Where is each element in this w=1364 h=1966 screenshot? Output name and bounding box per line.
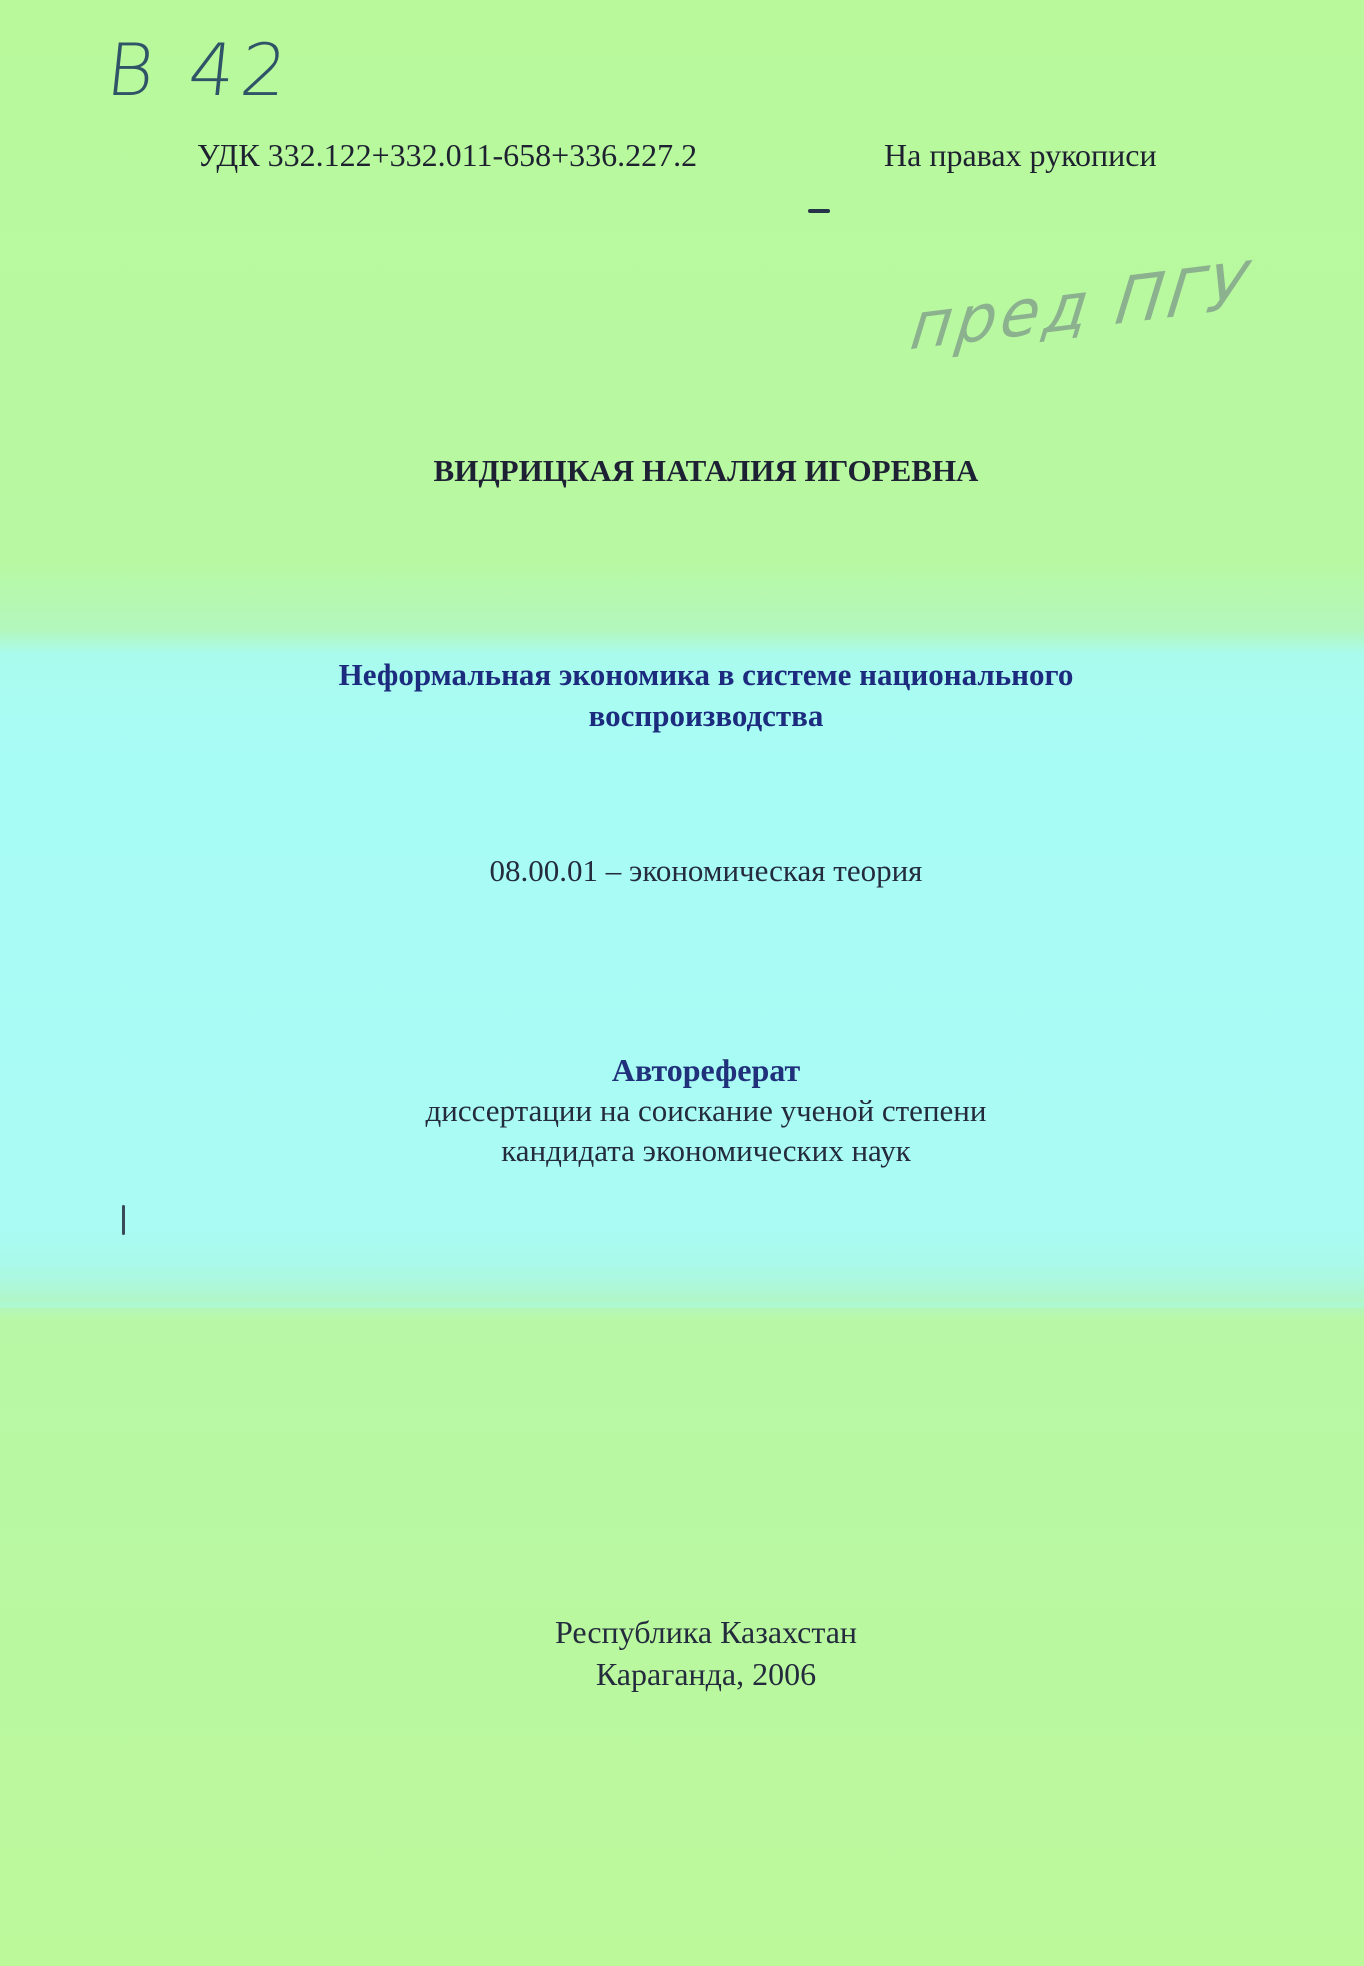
rights-notice: На правах рукописи <box>884 137 1157 173</box>
country-line: Республика Казахстан <box>554 1614 858 1650</box>
scan-band <box>0 1268 1364 1274</box>
abstract-description-line: диссертации на соискание ученой степени <box>425 1093 987 1128</box>
title-line: Неформальная экономика в системе национального <box>338 657 1074 692</box>
margin-mark <box>122 1205 125 1235</box>
library-note: пред ПГУ <box>906 248 1255 366</box>
author-name: ВИДРИЦКАЯ НАТАЛИЯ ИГОРЕВНА <box>433 453 979 488</box>
dissertation-title <box>0 654 1364 736</box>
handwritten-code: B 42 <box>102 28 298 112</box>
city-year-line: Караганда, 2006 <box>595 1656 817 1692</box>
udk-code: УДК 332.122+332.011-658+336.227.2 <box>197 137 698 173</box>
abstract-heading: Автореферат <box>611 1052 801 1088</box>
specialty-code: 08.00.01 – экономическая теория <box>489 853 923 888</box>
scan-band <box>0 1302 1364 1308</box>
pen-mark <box>808 209 830 213</box>
title-line: воспроизводства <box>588 698 824 733</box>
abstract-description-line: кандидата экономических наук <box>501 1133 911 1168</box>
